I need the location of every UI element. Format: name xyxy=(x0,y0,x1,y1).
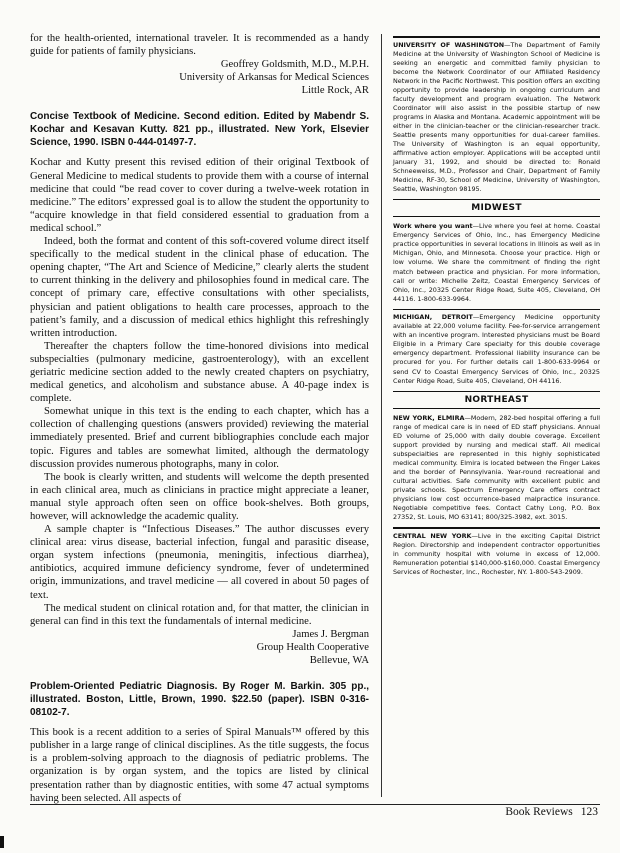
ad-body: —Live in the exciting Capital District Region. Directorship and independent contractor opportunities in community hospital with volume in excess of 12,000. Remuneration potential $140,000-$160,000. Coastal Emergency Services of Rochester, Inc., Rochester, NY. 1-800-543-2909. xyxy=(393,531,600,576)
book1-paragraph: Kochar and Kutty present this revised edition of their original Textbook of General Medicine to medical students to provide them with a course of internal medicine that could “be read cover to cover during a twelve-week rotation in medicine.” The editors’ expressed goal is to allow the student the opportunity to “acquire knowledge in that field considered essential to graduation from a medical school.” xyxy=(30,157,369,234)
book1-heading: Concise Textbook of Medicine. Second edition. Edited by Mabendr S. Kochar and Kesavan Kutty. 821 pp., illustrated. New York, Elsevier Science, 1990. ISBN 0-444-01497-7. xyxy=(30,111,369,149)
ad-lead: NEW YORK, ELMIRA xyxy=(393,413,465,422)
book1-paragraph: A sample chapter is “Infectious Diseases.” The author discusses every clinical area: virus disease, bacterial infection, fungal and parasitic disease, organ system infections (pneumonia, meningitis, infectious diarrhea), antibiotics, acquired immune deficiency syndrome, fever of undetermined origin, immunizations, and travel medicine — all covered in about 50 pages of text. xyxy=(30,524,369,601)
ad-central-new-york xyxy=(393,532,600,577)
book1-paragraph: The book is clearly written, and students will welcome the depth presented in each clinical area, much as clinicians in practice might appreciate a leaner, manual style approach often seen on office book-shelves. Both groups, however, will acknowledge the academic quality. xyxy=(30,471,369,522)
ad-separator xyxy=(393,309,600,311)
column-divider xyxy=(381,34,382,797)
intro-paragraph: for the health-oriented, international traveler. It is recommended as a handy guide for patients of family physicians. xyxy=(30,33,369,58)
footer-rule xyxy=(30,804,600,805)
page-number: 123 xyxy=(580,806,598,818)
ad-michigan-detroit xyxy=(393,313,600,385)
book1-paragraph: The medical student on clinical rotation and, for that matter, the clinician in general can find in this text the fundamentals of internal medicine. xyxy=(30,602,369,627)
reviewer2-affiliation: Group Health Cooperative xyxy=(256,641,369,653)
reviewer1-name: Geoffrey Goldsmith, M.D., M.P.H. xyxy=(220,59,369,71)
reviewer2-name: James J. Bergman xyxy=(292,628,369,640)
book2-paragraph: This book is a recent addition to a series of Spiral Manuals™ offered by this publisher in a large range of clinical disciplines. As the title suggests, the focus is a problem-solving approach to the diagnosis of pediatric problems. The organization is by organ system, and the topics are listed by clinical presentation rather than by diagnostic entities, with some 47 actual symptoms having been selected. All aspects of xyxy=(30,727,369,804)
region-heading-northeast: NORTHEAST xyxy=(393,391,600,409)
ad-body: —Emergency Medicine opportunity available at 22,000 volume facility. Fee-for-service arrangement with an incentive program. Interested physicians must be Board Eligible in a Primary Care specialty for this double coverage emergency department. Professional liability insurance can be procured for you. For further details call 1-800-633-9964 or send CV to Coastal Emergency Services of Ohio, Inc., 20325 Center Ridge Road, Suite 405, Cleveland, OH 44116. xyxy=(393,313,600,385)
ad-university-of-washington xyxy=(393,41,600,195)
page-footer xyxy=(497,806,598,818)
section-label: Book Reviews xyxy=(505,806,573,818)
ad-separator xyxy=(393,527,600,529)
ad-lead: UNIVERSITY OF WASHINGTON xyxy=(393,40,505,49)
book1-paragraph: Indeed, both the format and content of this soft-covered volume direct itself specifically to the medical student in the clinical phase of education. The opening chapter, “The Art and Science of Medicine,” clearly alerts the student to current thinking in the delivery and philosophies found in medical care. The concept of primary care, effective consultations with other specialists, physician and patient obligations to health care processes, approach to the patient’s family, and a discussion of medical ethics highlight this refreshingly written introduction. xyxy=(30,236,369,339)
ad-lead: MICHIGAN, DETROIT xyxy=(393,313,473,322)
reviewer1-affiliation: University of Arkansas for Medical Sciences xyxy=(179,72,369,84)
ad-new-york-elmira xyxy=(393,414,600,523)
classified-ads-column xyxy=(393,36,600,582)
reviewer2-location: Bellevue, WA xyxy=(309,655,369,667)
region-heading-midwest: MIDWEST xyxy=(393,199,600,217)
left-column xyxy=(30,32,369,805)
ad-body: —Live where you feel at home. Coastal Emergency Services of Ohio, Inc., has Emergency Medicine practice opportunities in several locations in Illinois as well as in Michigan, Ohio, and Minnesota. Choose your practice. High or low volume. We share the commitment of finding the right match between practice and physician. For more information, call or write: Michelle Zeitz, Coastal Emergency Services of Ohio, Inc., 20325 Center Ridge Road, Suite 405, Cleveland, OH 44116. 1-800-633-9964. xyxy=(393,222,600,303)
ad-lead: Work where you want xyxy=(393,222,473,231)
book1-paragraph: Thereafter the chapters follow the time-honored divisions into medical subspecialties (pulmonary medicine, gastroenterology), with an excellent geriatric medicine section added to the newly created chapters on psychiatry, medical genetics, and alcoholism and substance abuse. A 40-page index is complete. xyxy=(30,340,369,405)
ad-body: —Modern, 282-bed hospital offering a full range of medical care is in need of ED staff physicians. Annual ED volume of 25,000 with daily double coverage. Excellent support provided by nursing and medical staff. All medical subspecialties are represented in this highly sophisticated medical community. Elmira is located between the Finger Lakes and the border of Pennsylvania. Year-round recreational and cultural activities. Safe community with excellent public and private schools. Spectrum Emergency Care offers contract physicians low cost occurrence-based malpractice insurance. Negotiable competitive fees. Contact Cathy Long, P.O. Box 27352, St. Louis, MO 63141; 800/325-3982, ext. 3015. xyxy=(393,413,600,522)
scan-edge-mark xyxy=(0,836,4,848)
ad-body: —The Department of Family Medicine at the University of Washington School of Medicine is seeking an energetic and committed family physician to become the Network Coordinator of our Affiliated Residency Network in the Pacific Northwest. This position offers an exciting opportunity to provide leadership in ongoing curriculum and faculty development and program evaluation. The Network Coordinator will also assist in the possible startup of new programs in Alaska and Montana. Academic appointment will be either in the clinician-teacher or the clinician-researcher track. Seattle presents many opportunities for dual-career families. The University of Washington is an equal opportunity, affirmative action employer. Applications will be accepted until January 31, 1992, and should be directed to: Ronald Schneeweiss, M.D., Professor and Chair, Department of Family Medicine, RF-30, School of Medicine, University of Washington, Seattle, Washington 98195. xyxy=(393,40,600,194)
book2-heading: Problem-Oriented Pediatric Diagnosis. By Roger M. Barkin. 305 pp., illustrated. Boston, Little, Brown, 1990. $22.50 (paper). ISBN 0-316-08102-7. xyxy=(30,681,369,719)
reviewer1-location: Little Rock, AR xyxy=(301,85,369,97)
ad-separator xyxy=(393,36,600,38)
ad-work-where-you-want xyxy=(393,222,600,303)
ad-lead: CENTRAL NEW YORK xyxy=(393,531,472,540)
book1-paragraph: Somewhat unique in this text is the ending to each chapter, which has a collection of challenging questions (answers provided) reviewing the material immediately presented. Brief and current bibliographies conclude each major topic. Figures and tables are somewhat limited, although the dermatology discussion provides numerous photographs, many in color. xyxy=(30,406,369,470)
